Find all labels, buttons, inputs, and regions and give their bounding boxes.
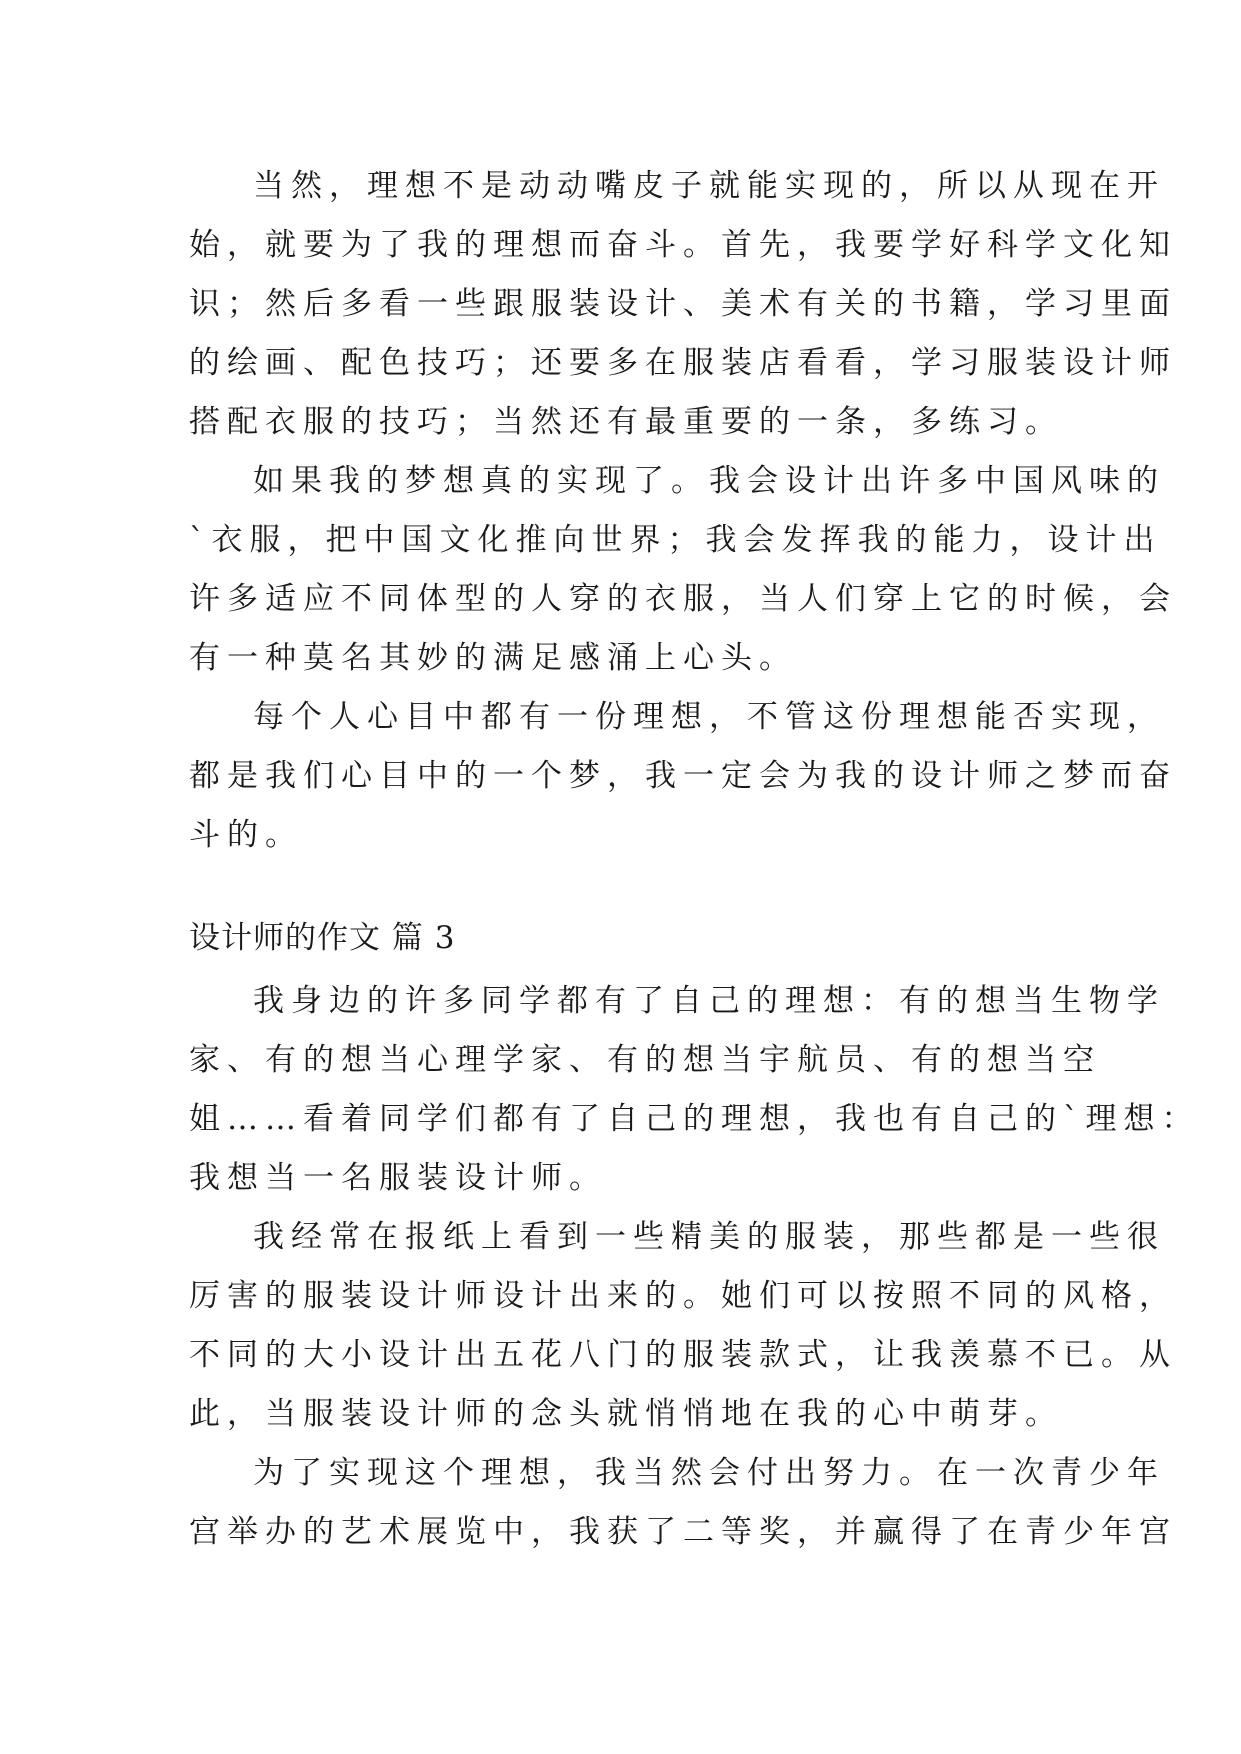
text-line: 每个人心目中都有一份理想，不管这份理想能否实现， bbox=[253, 699, 1165, 735]
text-line: 我身边的许多同学都有了自己的理想：有的想当生物学 bbox=[253, 983, 1165, 1019]
text-line: 斗的。 bbox=[189, 817, 303, 853]
text-line: 的绘画、配色技巧；还要多在服装店看看，学习服装设计师 bbox=[189, 345, 1177, 381]
text-line: 当然，理想不是动动嘴皮子就能实现的，所以从现在开 bbox=[253, 168, 1165, 204]
section-heading: 设计师的作文 篇 3 bbox=[189, 920, 456, 956]
text-line: 识；然后多看一些跟服装设计、美术有关的书籍，学习里面 bbox=[189, 286, 1177, 322]
text-line: 厉害的服装设计师设计出来的。她们可以按照不同的风格， bbox=[189, 1278, 1177, 1314]
text-line: 不同的大小设计出五花八门的服装款式，让我羡慕不已。从 bbox=[189, 1337, 1177, 1373]
text-line: 都是我们心目中的一个梦，我一定会为我的设计师之梦而奋 bbox=[189, 758, 1177, 794]
text-line: 我经常在报纸上看到一些精美的服装，那些都是一些很 bbox=[253, 1219, 1165, 1255]
text-line: 我想当一名服装设计师。 bbox=[189, 1160, 607, 1196]
text-line: 有一种莫名其妙的满足感涌上心头。 bbox=[189, 640, 797, 676]
text-line: 许多适应不同体型的人穿的衣服，当人们穿上它的时候，会 bbox=[189, 581, 1177, 617]
text-line: 始，就要为了我的理想而奋斗。首先，我要学好科学文化知 bbox=[189, 227, 1177, 263]
text-line: 宫举办的艺术展览中，我获了二等奖，并赢得了在青少年宫 bbox=[189, 1514, 1177, 1550]
text-line: 此，当服装设计师的念头就悄悄地在我的心中萌芽。 bbox=[189, 1396, 1063, 1432]
text-line: `衣服，把中国文化推向世界；我会发挥我的能力，设计出 bbox=[189, 522, 1162, 558]
text-line: 搭配衣服的技巧；当然还有最重要的一条，多练习。 bbox=[189, 404, 1063, 440]
text-line: 家、有的想当心理学家、有的想当宇航员、有的想当空 bbox=[189, 1042, 1101, 1078]
text-line: 为了实现这个理想，我当然会付出努力。在一次青少年 bbox=[253, 1455, 1165, 1491]
text-line: 如果我的梦想真的实现了。我会设计出许多中国风味的 bbox=[253, 463, 1165, 499]
text-line: 姐……看着同学们都有了自己的理想，我也有自己的`理想： bbox=[189, 1101, 1200, 1137]
